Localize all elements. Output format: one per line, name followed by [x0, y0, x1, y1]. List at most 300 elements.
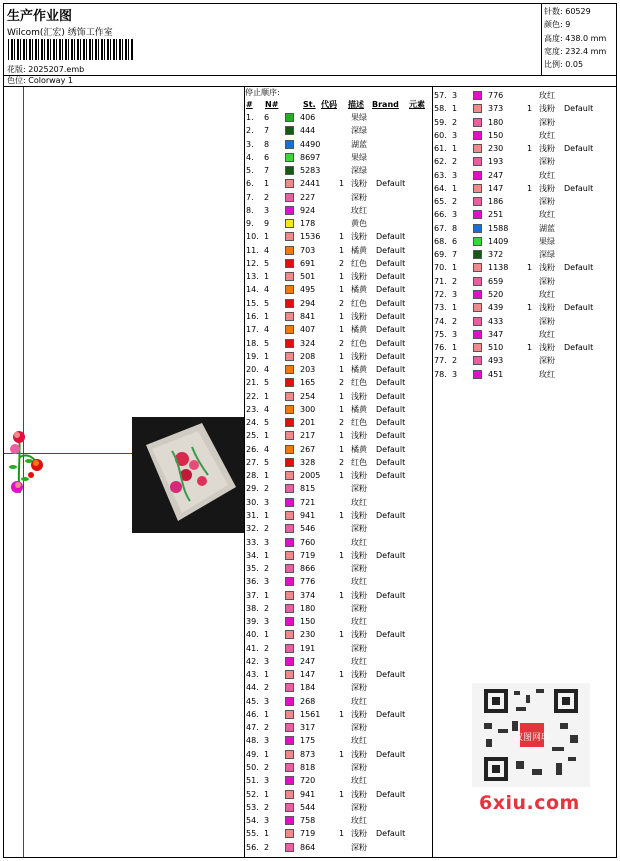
row-description: 浅粉 — [351, 590, 367, 600]
row-code: 544 — [300, 802, 316, 812]
row-code: 758 — [300, 816, 316, 826]
row-description: 浅粉 — [351, 670, 367, 680]
row-needle: 3 — [264, 577, 270, 587]
table-row — [245, 536, 432, 549]
row-needle: 2 — [452, 356, 458, 366]
row-index: 22. — [246, 391, 259, 401]
row-code: 8697 — [300, 152, 321, 162]
color-swatch — [285, 538, 294, 547]
row-description: 果绿 — [351, 152, 367, 162]
row-code: 324 — [300, 338, 316, 348]
row-stitch-type: 1 — [339, 630, 345, 640]
row-index: 71. — [434, 276, 447, 286]
row-index: 54. — [246, 816, 259, 826]
row-index: 70. — [434, 263, 447, 273]
row-code: 406 — [300, 113, 316, 122]
row-brand: Default — [376, 378, 406, 388]
color-swatch — [285, 657, 294, 666]
row-code: 1588 — [488, 223, 509, 233]
row-code: 873 — [300, 749, 316, 759]
color-swatch — [285, 710, 294, 719]
row-description: 玫红 — [539, 130, 555, 140]
row-brand: Default — [376, 709, 406, 719]
row-code: 433 — [488, 316, 504, 326]
row-code: 175 — [300, 736, 316, 746]
row-needle: 2 — [452, 276, 458, 286]
color-swatch — [285, 484, 294, 493]
table-row — [433, 315, 616, 328]
row-code: 864 — [300, 842, 316, 852]
row-description: 浅粉 — [351, 630, 367, 640]
row-needle: 8 — [452, 223, 458, 233]
row-code: 451 — [488, 369, 504, 379]
row-stitch-type: 1 — [339, 285, 345, 295]
stamp-text: 汉图网印 — [513, 733, 551, 743]
row-needle: 3 — [264, 736, 270, 746]
row-index: 3. — [246, 139, 254, 149]
row-description: 玫红 — [539, 289, 555, 299]
row-needle: 1 — [264, 749, 270, 759]
row-code: 439 — [488, 303, 504, 313]
row-code: 251 — [488, 210, 504, 220]
row-index: 45. — [246, 696, 259, 706]
table-row — [245, 390, 432, 403]
table-row — [433, 288, 616, 301]
table-row — [245, 164, 432, 177]
table-row — [433, 261, 616, 274]
row-stitch-type: 1 — [527, 263, 533, 273]
row-description: 深粉 — [351, 192, 367, 202]
table-row — [245, 841, 432, 854]
row-needle: 1 — [264, 829, 270, 839]
color-swatch — [285, 179, 294, 188]
table-row — [245, 801, 432, 814]
row-needle: 1 — [264, 550, 270, 560]
row-description: 浅粉 — [351, 232, 367, 242]
row-brand: Default — [376, 457, 406, 467]
color-swatch — [473, 131, 482, 140]
color-swatch — [285, 299, 294, 308]
color-swatch — [473, 250, 482, 259]
row-stitch-type: 1 — [339, 829, 345, 839]
row-needle: 2 — [264, 842, 270, 852]
table-row — [245, 615, 432, 628]
row-code: 520 — [488, 289, 504, 299]
row-index: 31. — [246, 510, 259, 520]
row-index: 59. — [434, 117, 447, 127]
row-code: 180 — [488, 117, 504, 127]
row-needle: 3 — [452, 130, 458, 140]
table-row — [245, 244, 432, 257]
row-brand: Default — [376, 590, 406, 600]
row-description: 红色 — [351, 457, 367, 467]
row-needle: 3 — [264, 776, 270, 786]
row-needle: 1 — [452, 303, 458, 313]
row-description: 深绿 — [351, 166, 367, 176]
color-swatch — [285, 524, 294, 533]
table-row — [245, 204, 432, 217]
row-stitch-type: 2 — [339, 457, 345, 467]
row-brand: Default — [376, 338, 406, 348]
row-code: 372 — [488, 250, 504, 260]
row-description: 橘黄 — [351, 285, 367, 295]
row-brand: Default — [376, 232, 406, 242]
row-description: 红色 — [351, 378, 367, 388]
row-needle: 1 — [264, 179, 270, 189]
row-stitch-type: 1 — [527, 104, 533, 114]
col-header-brand: Brand — [372, 100, 399, 109]
table-row — [245, 642, 432, 655]
color-swatch — [285, 232, 294, 241]
row-code: 760 — [300, 537, 316, 547]
row-index: 25. — [246, 431, 259, 441]
row-brand: Default — [376, 550, 406, 560]
row-index: 35. — [246, 564, 259, 574]
row-index: 52. — [246, 789, 259, 799]
color-swatch — [285, 219, 294, 228]
row-index: 41. — [246, 643, 259, 653]
row-code: 300 — [300, 404, 316, 414]
company-name: Wilcom(汇宏) 绣饰工作室 — [7, 28, 113, 38]
row-code: 294 — [300, 298, 316, 308]
color-swatch — [285, 246, 294, 255]
color-swatch — [285, 670, 294, 679]
row-needle: 1 — [264, 232, 270, 242]
row-stitch-type: 2 — [339, 418, 345, 428]
row-needle: 7 — [264, 126, 270, 136]
col-header-st: St. — [303, 100, 316, 109]
row-brand: Default — [564, 144, 594, 154]
color-swatch — [285, 736, 294, 745]
table-row — [245, 363, 432, 376]
row-description: 浅粉 — [351, 311, 367, 321]
row-index: 15. — [246, 298, 259, 308]
color-swatch — [473, 343, 482, 352]
row-description: 黄色 — [351, 219, 367, 229]
row-description: 玫红 — [351, 537, 367, 547]
row-description: 浅粉 — [351, 179, 367, 189]
row-needle: 2 — [264, 723, 270, 733]
row-index: 39. — [246, 617, 259, 627]
color-swatch — [473, 317, 482, 326]
qr-code-watermark — [472, 683, 590, 787]
row-index: 63. — [434, 170, 447, 180]
color-swatch — [285, 763, 294, 772]
row-index: 44. — [246, 683, 259, 693]
table-row — [433, 222, 616, 235]
table-row — [245, 443, 432, 456]
row-needle: 5 — [264, 418, 270, 428]
table-row — [245, 681, 432, 694]
row-index: 58. — [434, 104, 447, 114]
row-brand: Default — [376, 391, 406, 401]
color-sequence-column-1 — [245, 87, 432, 854]
row-index: 53. — [246, 802, 259, 812]
row-needle: 9 — [264, 219, 270, 229]
row-code: 866 — [300, 564, 316, 574]
color-swatch — [285, 352, 294, 361]
row-index: 23. — [246, 404, 259, 414]
row-needle: 1 — [264, 630, 270, 640]
row-brand: Default — [376, 272, 406, 282]
row-brand: Default — [376, 431, 406, 441]
table-row — [433, 235, 616, 248]
row-code: 691 — [300, 258, 316, 268]
color-swatch — [285, 790, 294, 799]
stitch-count: 针数: 60529 — [544, 7, 591, 16]
row-code: 1138 — [488, 263, 509, 273]
row-index: 69. — [434, 250, 447, 260]
row-stitch-type: 1 — [339, 365, 345, 375]
table-row — [245, 257, 432, 270]
row-brand: Default — [564, 183, 594, 193]
qr-code-icon — [472, 683, 590, 787]
color-swatch — [285, 113, 294, 122]
row-index: 48. — [246, 736, 259, 746]
row-description: 橘黄 — [351, 444, 367, 454]
row-brand: Default — [376, 630, 406, 640]
row-code: 165 — [300, 378, 316, 388]
row-description: 玫红 — [539, 329, 555, 339]
row-index: 73. — [434, 303, 447, 313]
row-index: 61. — [434, 144, 447, 154]
row-brand: Default — [376, 325, 406, 335]
row-stitch-type: 1 — [527, 343, 533, 353]
table-row — [245, 456, 432, 469]
row-needle: 3 — [452, 289, 458, 299]
color-swatch — [473, 237, 482, 246]
row-needle: 4 — [264, 404, 270, 414]
col-header-desc: 描述 — [348, 100, 364, 109]
row-needle: 5 — [264, 258, 270, 268]
row-description: 深粉 — [351, 842, 367, 852]
row-description: 浅粉 — [351, 749, 367, 759]
row-description: 深粉 — [351, 723, 367, 733]
color-swatch — [285, 577, 294, 586]
row-brand: Default — [564, 104, 594, 114]
color-swatch — [285, 723, 294, 732]
row-description: 红色 — [351, 298, 367, 308]
color-swatch — [285, 750, 294, 759]
table-row — [433, 328, 616, 341]
color-swatch — [285, 604, 294, 613]
row-code: 776 — [300, 577, 316, 587]
row-index: 29. — [246, 484, 259, 494]
row-code: 1561 — [300, 709, 321, 719]
row-needle: 1 — [264, 391, 270, 401]
row-code: 493 — [488, 356, 504, 366]
row-index: 57. — [434, 91, 447, 100]
row-stitch-type: 1 — [339, 179, 345, 189]
row-brand: Default — [376, 789, 406, 799]
color-swatch — [285, 193, 294, 202]
row-needle: 4 — [264, 365, 270, 375]
color-swatch — [473, 197, 482, 206]
row-index: 26. — [246, 444, 259, 454]
row-description: 深绿 — [351, 126, 367, 136]
row-needle: 1 — [452, 343, 458, 353]
color-swatch — [473, 370, 482, 379]
color-swatch — [285, 697, 294, 706]
table-row — [433, 155, 616, 168]
row-index: 36. — [246, 577, 259, 587]
row-needle: 4 — [264, 245, 270, 255]
row-code: 510 — [488, 343, 504, 353]
row-index: 5. — [246, 166, 254, 176]
row-index: 56. — [246, 842, 259, 852]
table-row — [433, 129, 616, 142]
row-needle: 2 — [264, 192, 270, 202]
table-row — [245, 482, 432, 495]
color-swatch — [473, 277, 482, 286]
row-index: 20. — [246, 365, 259, 375]
row-code: 230 — [488, 144, 504, 154]
row-index: 7. — [246, 192, 254, 202]
row-description: 浅粉 — [351, 550, 367, 560]
row-index: 27. — [246, 457, 259, 467]
row-description: 红色 — [351, 338, 367, 348]
row-description: 玫红 — [351, 736, 367, 746]
row-code: 1409 — [488, 236, 509, 246]
row-index: 67. — [434, 223, 447, 233]
table-header — [245, 98, 432, 111]
row-brand: Default — [376, 404, 406, 414]
color-swatch — [285, 325, 294, 334]
row-brand: Default — [564, 343, 594, 353]
row-index: 75. — [434, 329, 447, 339]
row-needle: 4 — [264, 285, 270, 295]
row-needle: 3 — [264, 656, 270, 666]
row-needle: 3 — [264, 816, 270, 826]
row-description: 浅粉 — [539, 303, 555, 313]
row-index: 18. — [246, 338, 259, 348]
row-index: 11. — [246, 245, 259, 255]
row-index: 4. — [246, 152, 254, 162]
row-code: 201 — [300, 418, 316, 428]
table-row — [433, 142, 616, 155]
row-description: 湖蓝 — [539, 223, 555, 233]
row-index: 55. — [246, 829, 259, 839]
row-needle: 3 — [264, 497, 270, 507]
row-index: 38. — [246, 603, 259, 613]
row-needle: 5 — [264, 298, 270, 308]
col-header-index: # — [246, 100, 253, 109]
row-needle: 3 — [264, 537, 270, 547]
row-stitch-type: 2 — [339, 338, 345, 348]
row-stitch-type: 1 — [527, 183, 533, 193]
row-needle: 2 — [452, 316, 458, 326]
table-row — [245, 376, 432, 389]
color-swatch — [473, 184, 482, 193]
site-logo: 6xiu.com — [479, 792, 580, 814]
row-description: 深粉 — [351, 643, 367, 653]
color-swatch — [473, 144, 482, 153]
color-swatch — [473, 104, 482, 113]
row-description: 深粉 — [351, 564, 367, 574]
row-description: 湖蓝 — [351, 139, 367, 149]
row-description: 浅粉 — [351, 829, 367, 839]
table-row — [433, 169, 616, 182]
row-stitch-type: 2 — [339, 378, 345, 388]
row-brand: Default — [564, 303, 594, 313]
row-description: 玫红 — [351, 617, 367, 627]
row-code: 5283 — [300, 166, 321, 176]
table-row — [245, 655, 432, 668]
col-header-code: 代码 — [321, 100, 337, 109]
color-swatch — [473, 171, 482, 180]
row-index: 42. — [246, 656, 259, 666]
row-stitch-type: 1 — [339, 311, 345, 321]
row-description: 深粉 — [351, 524, 367, 534]
row-stitch-type: 1 — [339, 670, 345, 680]
row-code: 193 — [488, 157, 504, 167]
row-code: 941 — [300, 789, 316, 799]
color-swatch — [285, 140, 294, 149]
row-code: 495 — [300, 285, 316, 295]
row-stitch-type: 1 — [339, 272, 345, 282]
row-index: 14. — [246, 285, 259, 295]
row-index: 77. — [434, 356, 447, 366]
design-preview-area — [4, 87, 244, 857]
color-swatch — [285, 816, 294, 825]
row-description: 橘黄 — [351, 325, 367, 335]
table-row — [245, 217, 432, 230]
table-row — [245, 230, 432, 243]
row-needle: 2 — [264, 603, 270, 613]
row-index: 40. — [246, 630, 259, 640]
row-needle: 8 — [264, 139, 270, 149]
row-description: 深粉 — [539, 117, 555, 127]
row-index: 76. — [434, 343, 447, 353]
table-row — [245, 310, 432, 323]
color-swatch — [285, 166, 294, 175]
color-sequence-column-2 — [433, 89, 616, 381]
row-index: 64. — [434, 183, 447, 193]
row-brand: Default — [376, 285, 406, 295]
row-needle: 2 — [264, 643, 270, 653]
color-swatch — [285, 511, 294, 520]
color-swatch — [285, 843, 294, 852]
row-description: 浅粉 — [351, 272, 367, 282]
row-stitch-type: 1 — [339, 590, 345, 600]
table-row — [245, 788, 432, 801]
table-row — [433, 354, 616, 367]
table-row — [433, 368, 616, 381]
color-swatch — [285, 803, 294, 812]
row-brand: Default — [376, 670, 406, 680]
row-index: 10. — [246, 232, 259, 242]
row-needle: 7 — [452, 250, 458, 260]
row-needle: 1 — [264, 590, 270, 600]
row-brand: Default — [376, 749, 406, 759]
color-swatch — [285, 471, 294, 480]
row-description: 果绿 — [539, 236, 555, 246]
table-row — [245, 628, 432, 641]
row-code: 924 — [300, 205, 316, 215]
row-description: 果绿 — [351, 113, 367, 122]
row-brand: Default — [376, 179, 406, 189]
row-code: 2441 — [300, 179, 321, 189]
row-description: 浅粉 — [351, 709, 367, 719]
row-code: 217 — [300, 431, 316, 441]
row-description: 深粉 — [539, 356, 555, 366]
row-stitch-type: 1 — [339, 709, 345, 719]
page-title: 生产作业图 — [7, 9, 73, 24]
row-index: 43. — [246, 670, 259, 680]
row-description: 浅粉 — [539, 144, 555, 154]
row-index: 30. — [246, 497, 259, 507]
row-brand: Default — [376, 245, 406, 255]
